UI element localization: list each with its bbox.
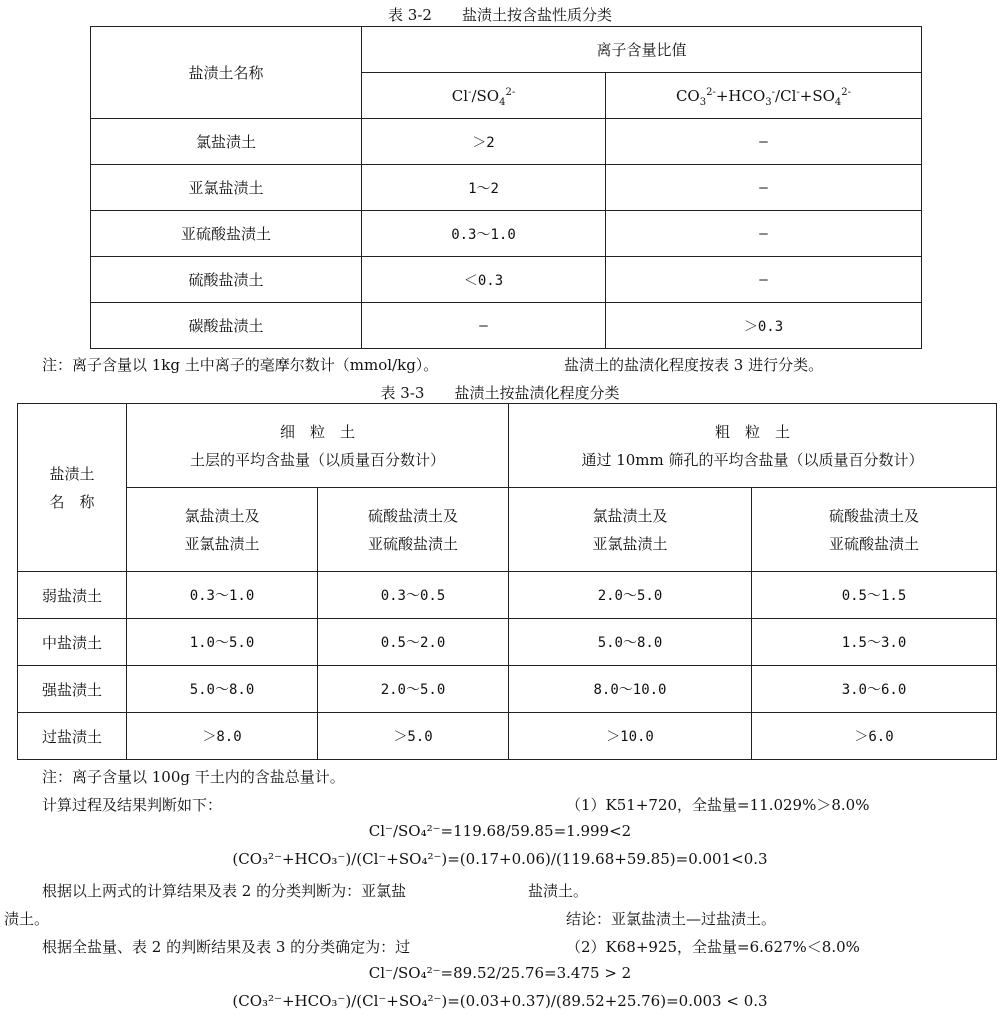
row-name: 亚氯盐渍土	[91, 165, 362, 211]
calc-case2: （2）K68+925，全盐量=6.627%＜8.0%	[566, 938, 860, 956]
table1-caption: 表 3-2 盐渍土按含盐性质分类	[388, 6, 612, 24]
table-row	[18, 666, 997, 713]
formula-3: Cl⁻/SO₄²⁻=89.52/25.76=3.475 > 2	[368, 964, 632, 982]
cell: ＞10.0	[509, 713, 752, 760]
cell: —	[606, 257, 922, 303]
table-row	[91, 165, 922, 211]
row-name: 亚硫酸盐渍土	[91, 211, 362, 257]
row-name: 强盐渍土	[18, 666, 127, 713]
cell: ＞6.0	[752, 713, 997, 760]
table1-header-group: 离子含量比值	[362, 27, 922, 73]
paragraph-1b: 盐渍土。	[528, 882, 589, 900]
cell: 1.5～3.0	[752, 619, 997, 666]
formula-2: (CO₃²⁻+HCO₃⁻)/(Cl⁻+SO₄²⁻)=(0.17+0.06)/(119.68+59.85)=0.001<0.3	[232, 850, 768, 868]
table-row	[18, 572, 997, 619]
row-name: 碳酸盐渍土	[91, 303, 362, 349]
sub-header-sulfate-coarse: 硫酸盐渍土及 亚硫酸盐渍土	[752, 488, 997, 572]
paragraph-1a: 根据以上两式的计算结果及表 2 的分类判断为：亚氯盐	[42, 882, 407, 900]
cell: ＜0.3	[362, 257, 606, 303]
cell: 0.3～1.0	[127, 572, 318, 619]
cell: —	[606, 165, 922, 211]
table-row	[91, 119, 922, 165]
cell: ＞0.3	[606, 303, 922, 349]
row-name: 过盐渍土	[18, 713, 127, 760]
row-name: 中盐渍土	[18, 619, 127, 666]
table2-header-name: 盐渍土 名 称	[18, 404, 127, 572]
calc-case1: （1）K51+720，全盐量=11.029%＞8.0%	[566, 796, 870, 814]
table1-header-name: 盐渍土名称	[91, 27, 362, 119]
cell: 2.0～5.0	[318, 666, 509, 713]
paragraph-2a: 根据全盐量、表 2 的判断结果及表 3 的分类确定为：过	[42, 938, 411, 956]
cell: ＞2	[362, 119, 606, 165]
table-row	[91, 257, 922, 303]
cell: 0.5～1.5	[752, 572, 997, 619]
cell: 1～2	[362, 165, 606, 211]
table1-note: 注：离子含量以 1kg 土中离子的毫摩尔数计（mmol/kg）。	[42, 356, 439, 374]
table-row	[18, 619, 997, 666]
table2	[17, 403, 997, 760]
row-name: 氯盐渍土	[91, 119, 362, 165]
table2-note: 注：离子含量以 100g 干土内的含盐总量计。	[42, 768, 345, 786]
cell: ＞5.0	[318, 713, 509, 760]
cell: 2.0～5.0	[509, 572, 752, 619]
paragraph-1c: 渍土。	[4, 910, 50, 928]
sub-header-sulfate-fine: 硫酸盐渍土及 亚硫酸盐渍土	[318, 488, 509, 572]
row-name: 硫酸盐渍土	[91, 257, 362, 303]
cell: 0.3～1.0	[362, 211, 606, 257]
cell: ＞8.0	[127, 713, 318, 760]
table-row	[91, 303, 922, 349]
table1	[90, 26, 922, 349]
cell: 1.0～5.0	[127, 619, 318, 666]
formula-4: (CO₃²⁻+HCO₃⁻)/(Cl⁻+SO₄²⁻)=(0.03+0.37)/(89.52+25.76)=0.003 < 0.3	[232, 992, 768, 1010]
cell: 8.0～10.0	[509, 666, 752, 713]
table-row	[91, 211, 922, 257]
cell: —	[606, 119, 922, 165]
table2-coarse-header: 粗 粒 土 通过 10mm 筛孔的平均含盐量（以质量百分数计）	[509, 404, 997, 488]
cell: 0.3～0.5	[318, 572, 509, 619]
cell: 3.0～6.0	[752, 666, 997, 713]
table2-caption: 表 3-3 盐渍土按盐渍化程度分类	[380, 384, 620, 402]
table1-col2-header: $CO_3^{2-}+HCO_3^-/Cl^-+SO_4^{2-}$	[606, 73, 922, 119]
cell: 0.5～2.0	[318, 619, 509, 666]
cell: —	[606, 211, 922, 257]
formula-1: Cl⁻/SO₄²⁻=119.68/59.85=1.999<2	[368, 822, 632, 840]
cell: 5.0～8.0	[509, 619, 752, 666]
table1-note-right: 盐渍土的盐渍化程度按表 3 进行分类。	[564, 356, 824, 374]
sub-header-chloride-coarse: 氯盐渍土及 亚氯盐渍土	[509, 488, 752, 572]
calc-intro: 计算过程及结果判断如下：	[42, 796, 223, 814]
row-name: 弱盐渍土	[18, 572, 127, 619]
table2-fine-header: 细 粒 土 土层的平均含盐量（以质量百分数计）	[127, 404, 509, 488]
sub-header-chloride-fine: 氯盐渍土及 亚氯盐渍土	[127, 488, 318, 572]
table1-col1-header: $Cl^-/SO_4^{2-}$	[362, 73, 606, 119]
cell: 5.0～8.0	[127, 666, 318, 713]
conclusion: 结论：亚氯盐渍土—过盐渍土。	[566, 910, 777, 928]
cell: —	[362, 303, 606, 349]
table-row	[18, 713, 997, 760]
